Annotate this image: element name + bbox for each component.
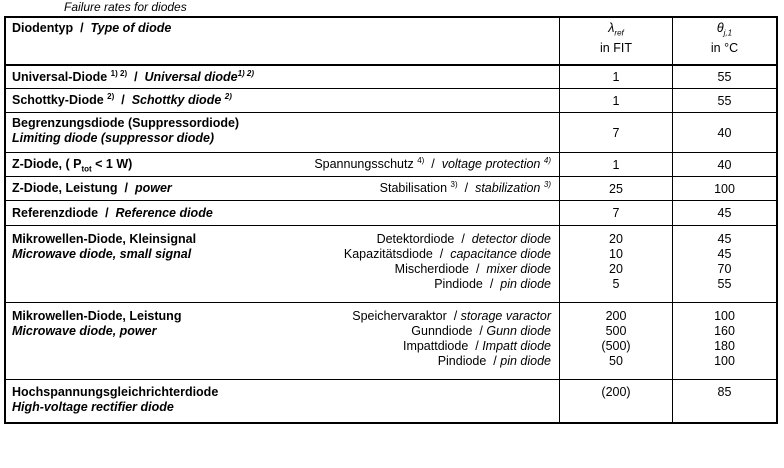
row-de: Schottky-Diode	[12, 93, 104, 107]
row-en: Microwave diode, power	[12, 324, 157, 338]
theta-value: 40	[672, 153, 776, 176]
row-de: Z-Diode, ( P	[12, 157, 82, 171]
footnote-ref: 4)	[417, 155, 425, 165]
table-row	[6, 88, 776, 112]
theta-value: 45	[717, 232, 732, 246]
table-row	[6, 176, 776, 200]
theta-value: 180	[714, 339, 735, 353]
footnote-ref: 1) 2)	[110, 68, 128, 78]
row-de: Universal-Diode	[12, 69, 108, 84]
lambda-value: 10	[609, 247, 623, 261]
sub-de: Kapazitätsdiode	[343, 247, 433, 261]
lambda-value: 5	[612, 277, 620, 291]
table-row	[6, 64, 776, 88]
row-en: Universal diode	[144, 69, 238, 84]
separator: /	[121, 93, 125, 107]
table-row-group: Mikrowellen-Diode, Leistung Microwave diode, power Speichervaraktor / storage varactor Gunndiode / Gunn diode Impattdiode / Impatt diode Pindiode / pin diode 200 500 (500) 50 100 160 180 100	[6, 302, 776, 379]
header-type-cell	[6, 18, 559, 64]
theta-value: 45	[717, 247, 732, 261]
row-en: Limiting diode (suppressor diode)	[12, 131, 215, 145]
row-de-tail: < 1 W)	[91, 157, 133, 171]
theta-value: 100	[714, 354, 735, 368]
lambda-value: 1	[559, 66, 672, 88]
theta-subscript: j,1	[723, 28, 733, 38]
theta-value: 55	[672, 66, 776, 88]
sub-de: Pindiode	[437, 354, 487, 368]
lambda-value: 500	[605, 324, 627, 338]
footnote-ref: 4)	[543, 155, 551, 165]
lambda-value: 25	[559, 177, 672, 200]
header-sep: /	[80, 21, 84, 35]
lambda-value: 200	[605, 309, 627, 323]
lambda-value: 1	[559, 153, 672, 176]
row-en: Microwave diode, small signal	[12, 247, 192, 261]
note-en: stabilization	[475, 181, 541, 195]
sub-en: storage varactor	[460, 309, 551, 323]
theta-value: 100	[672, 177, 776, 200]
sub-en: pin diode	[500, 354, 551, 368]
row-de: Z-Diode, Leistung	[12, 181, 118, 195]
row-de: Mikrowellen-Diode, Kleinsignal	[12, 232, 197, 246]
separator: /	[134, 69, 138, 84]
table-row	[6, 200, 776, 225]
lambda-unit: in FIT	[600, 41, 632, 55]
note-de: Stabilisation	[379, 181, 448, 195]
footnote-ref: 3)	[450, 179, 458, 189]
sub-en: detector diode	[471, 232, 551, 246]
lambda-value: (500)	[601, 339, 631, 353]
sub-en: mixer diode	[486, 262, 551, 276]
sub-de: Mischerdiode	[394, 262, 469, 276]
lambda-value: 20	[609, 262, 623, 276]
row-en: Reference diode	[115, 205, 213, 220]
table-header-row	[6, 18, 776, 64]
row-de: Hochspannungsgleichrichterdiode	[12, 385, 219, 399]
row-en: power	[134, 181, 172, 195]
separator: /	[464, 181, 469, 195]
failure-rate-table	[4, 16, 778, 424]
lambda-value: 50	[609, 354, 623, 368]
lambda-value: 7	[559, 113, 672, 152]
row-de: Mikrowellen-Diode, Leistung	[12, 309, 182, 323]
header-type-de: Diodentyp	[12, 21, 74, 35]
table-row	[6, 112, 776, 152]
sub-de: Gunndiode	[411, 324, 473, 338]
header-type-en: Type of diode	[90, 21, 172, 35]
sub-de: Speichervaraktor	[352, 309, 447, 323]
sub-en: pin diode	[500, 277, 551, 291]
table-caption: Failure rates for diodes	[64, 0, 187, 14]
table-row-group: Mikrowellen-Diode, Kleinsignal Microwave diode, small signal Detektordiode / detector diode Kapazitätsdiode / capacitance diode Mischerdiode / mixer diode Pindiode / pin diode 20 10 20 5 45 45 70 55	[6, 225, 776, 302]
row-en: High-voltage rectifier diode	[12, 400, 174, 414]
lambda-subscript: ref	[614, 28, 624, 38]
footnote-ref: 3)	[543, 179, 551, 189]
footnote-ref: 2)	[107, 91, 115, 101]
lambda-value: 7	[559, 201, 672, 225]
footnote-ref: 1) 2)	[237, 68, 255, 78]
separator: /	[124, 181, 128, 195]
lambda-value: 20	[609, 232, 623, 246]
sub-en: Gunn diode	[486, 324, 551, 338]
row-en: Schottky diode	[131, 93, 222, 107]
footnote-ref: 2)	[224, 91, 232, 101]
ptot-subscript: tot	[81, 164, 92, 174]
lambda-value: 1	[559, 89, 672, 112]
table-row	[6, 379, 776, 422]
sub-de: Pindiode	[434, 277, 483, 291]
header-lambda-cell	[559, 18, 672, 64]
theta-value: 100	[714, 309, 735, 323]
table-row	[6, 152, 776, 176]
sub-en: Impatt diode	[482, 339, 551, 353]
theta-value: 45	[672, 201, 776, 225]
sub-de: Impattdiode	[402, 339, 469, 353]
header-theta-cell	[672, 18, 776, 64]
theta-unit: in °C	[710, 41, 739, 55]
separator: /	[431, 157, 435, 171]
theta-symbol: θ	[716, 21, 724, 35]
row-de: Referenzdiode	[12, 205, 99, 220]
theta-value: 55	[672, 89, 776, 112]
separator: /	[105, 205, 109, 220]
theta-value: 70	[717, 262, 732, 276]
row-de: Begrenzungsdiode (Suppressordiode)	[12, 116, 240, 130]
lambda-value: (200)	[601, 385, 631, 399]
sub-en: capacitance diode	[450, 247, 551, 261]
sub-de: Detektordiode	[376, 232, 455, 246]
theta-value: 160	[714, 324, 735, 338]
lambda-symbol: λ	[608, 21, 615, 35]
theta-value: 85	[717, 385, 732, 399]
note-de: Spannungsschutz	[314, 157, 414, 171]
theta-value: 55	[717, 277, 732, 291]
theta-value: 40	[672, 113, 776, 152]
note-en: voltage protection	[441, 157, 541, 171]
